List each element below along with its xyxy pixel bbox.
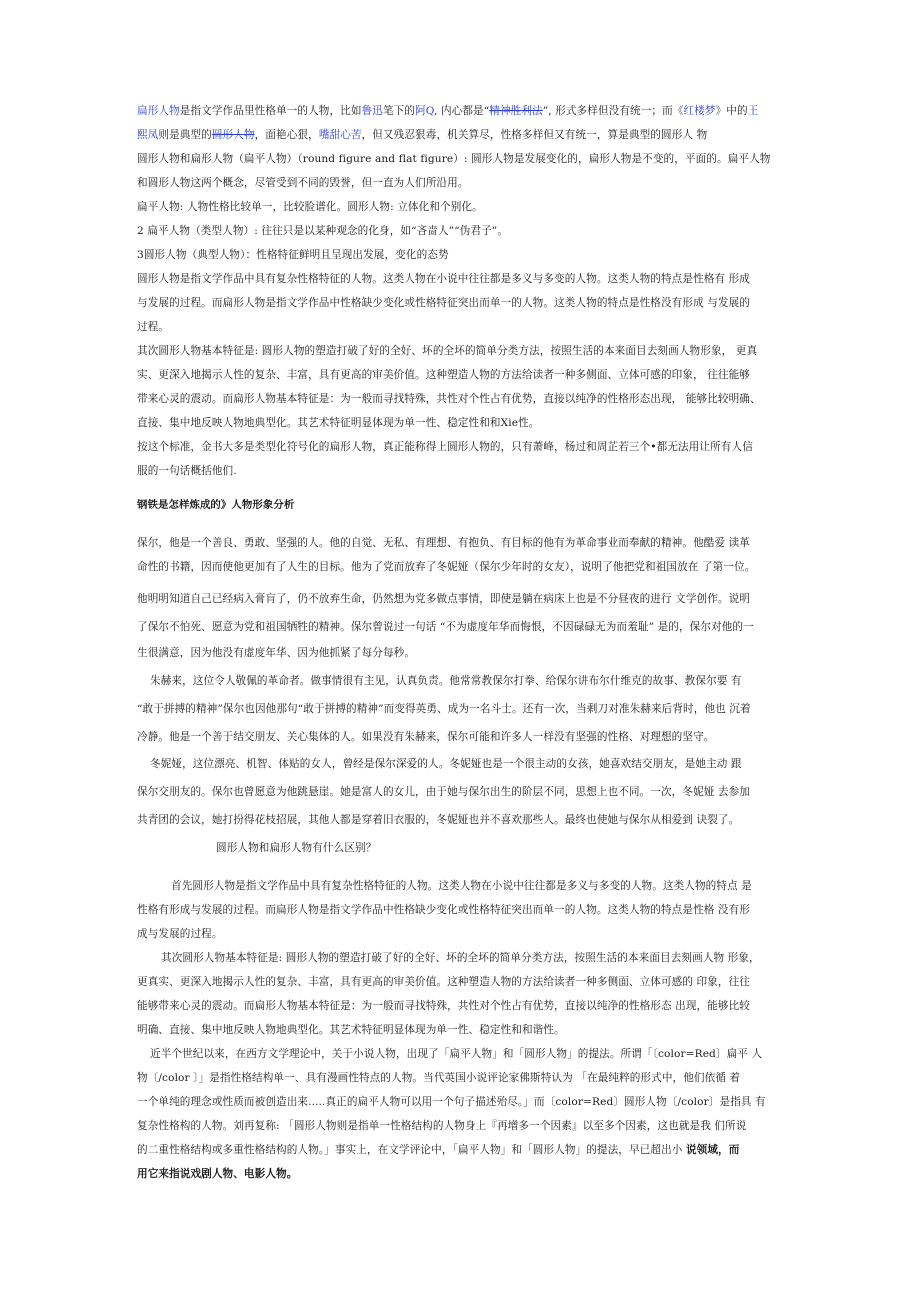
line-9: 与发展的过程。而扁形人物是指文学作品中性格缺少变化或性格特征突出而单一的人物。这类人物的特点是性格没有形成 与发展的 [137,297,751,309]
link-xifeng[interactable]: 熙凤 [137,129,159,141]
link-spiritual-victory[interactable]: 精神胜利法 [489,105,543,117]
diff-p3-line-2: 物〔/color 〕」是指性格结构单一、具有漫画性特点的人物。当代英国小说评论家佛斯特认为 「在最纯粹的形式中，他们依循 着 [137,1072,741,1084]
line-10: 过程。 [137,321,170,333]
line-3: 圆形人物和扁形人物（扁平人物）（round figure and flat figure）: 圆形人物是发展变化的，扁形人物是不变的，平面的。扁平人物 [137,153,771,165]
diff-p1-line-1: 首先圆形人物是指文学作品中具有复杂性格特征的人物。这类人物在小说中往往都是多义与多变的人物。这类人物的特点 是 [171,880,752,892]
pavel-line-4: 了保尔不怕死、愿意为党和祖国牺牲的精神。保尔曾说过一句话 “不为虚度年华而悔恨，不因碌碌无为而羞耻” 是的，保尔对他的一 [137,621,754,633]
line-6: 2 扁平人物（类型人物）: 往往只是以某种观念的化身，如“吝啬人”“伪君子”。 [137,225,509,237]
line-14: 直接、集中地反映人物地典型化。其艺术特征明显体现为单一性、稳定性和和Xie性。 [137,417,540,429]
diff-p1-line-2: 性格有形成与发展的过程。而扁形人物是指文学作品中性格缺少变化或性格特征突出而单一的人物。这类人物的特点是性格 没有形 [137,904,751,916]
zhukhrai-line-3: 冷静。他是一个善于结交朋友、关心集体的人。如果没有朱赫来，保尔可能和许多人一样没有坚强的性格、对理想的坚守。 [137,731,715,743]
link-flat-character[interactable]: 扁形人物 [137,105,180,117]
line-4: 和圆形人物这两个概念，尽管受到不同的毁誉，但一直为人们所沿用。 [137,177,469,189]
link-wang[interactable]: 王 [747,105,759,117]
line-12: 实、更深入地揭示人性的复杂、丰富，具有更高的审美价值。这种塑造人物的方法给读者一种多侧面、立体可感的印象， 往往能够 [137,369,751,381]
link-round-character[interactable]: 圆形人物 [211,129,255,141]
diff-p3-line-4: 复杂性格构的人物。刘再复称: 「圆形人物则是指单一性格结构的人物身上『再增多一个因素』以至多个因素，这也就是我 们所说 [137,1120,747,1132]
diff-p2-line-3: 能够带来心灵的震动。而扁形人物基本特征是：为一般而寻找特殊，共性对个性占有优势，直接以纯净的性格形态 出现，能够比较 [137,1000,751,1012]
tonya-line-1: 冬妮娅，这位漂亮、机智、体贴的女人，曾经是保尔深爱的人。冬妮娅也是一个很主动的女孩，她喜欢结交朋友，是她主动 跟 [150,758,742,770]
line-16: 服的一句话概括他们. [137,465,237,477]
tonya-line-3: 共青团的会议，她打扮得花枝招展，其他人都是穿着旧衣服的，冬妮娅也并不喜欢那些人。最终也使她与保尔从相爱到 诀裂了。 [137,814,740,826]
line-8: 圆形人物是指文学作品中具有复杂性格特征的人物。这类人物在小说中往往都是多义与多变的人物。这类人物的特点是性格有 形成 [137,273,751,285]
zhukhrai-line-2: “敢于拼搏的精神”保尔也因他那句“敢于拼搏的精神”而变得英勇、成为一名斗士。还有一次，当剩刀对准朱赫来后背时，他也 沉着 [137,703,751,715]
diff-p3-line-3: 一个单纯的理念或性质而被创造出来.....真正的扁平人物可以用一个句子描述殆尽。」而〔color=Red〕圆形人物〔/color〕是指具 有 [137,1096,766,1108]
diff-p2-line-1: 其次圆形人物基本特征是: 圆形人物的塑造打破了好的全好、坏的全坏的简单分类方法，按照生活的本来面目去刻画人物 形象， [161,952,760,964]
tonya-line-2: 保尔交朋友的。保尔也曾愿意为他跳悬崖。她是富人的女儿，由于她与保尔出生的阶层不同，思想上也不同。一次，冬妮娅 去参加 [137,786,751,798]
diff-p2-line-2: 更真实、更深入地揭示人性的复杂、丰富，具有更高的审美价值。这种塑造人物的方法给读者一种多侧面、立体可感的 印象，往往 [137,976,751,988]
diff-p1-line-3: 成与发展的过程。 [137,928,223,940]
bold-tail: 说领域，而 [685,1144,740,1156]
line-5: 扁平人物: 人物性格比较单一，比较脸谱化。圆形人物: 立体化和个别化。 [137,201,483,213]
pavel-line-5: 生很满意，因为他没有虚度年华、因为他抓紧了每分每秒。 [137,647,416,659]
line-11: 其次圆形人物基本特征是: 圆形人物的塑造打破了好的全好、坏的全坏的简单分类方法，按照生活的本来面目去刻画人物形象， 更真 [137,345,758,357]
pavel-line-3: 他明明知道自己已经病入膏肓了，仍不放弃生命，仍然想为党多做点事情，即使是躺在病床上也是不分昼夜的进行 文学创作。说明 [137,593,751,605]
diff-p3-line-5: 的二重性格结构或多重性格结构的人物。」事实上，在文学评论中，「扁平人物」和「圆形人物」的提法，早已超出小 说领域，而 [137,1144,740,1156]
line-13: 带来心灵的震动。而扁形人物基本特征是：为一般而寻找特殊，共性对个性占有优势，直接以纯净的性格形态出现， 能够比较明确、 [137,393,761,405]
line-1: 扁形人物是指文学作品里性格单一的人物，比如鲁迅笔下的阿Q, 内心都是“精神胜利法”, 形式多样但没有统一；而《红楼梦》中的王 [137,105,759,117]
line-2: 熙凤则是典型的圆形人物，面艳心狠，嘴甜心苦，但又残忍狠毒，机关算尽，性格多样但又有统一，算是典型的圆形人 物 [137,129,708,141]
line-15: 按这个标准，金书大多是类型化符号化的扁形人物，真正能称得上圆形人物的，只有萧峰，杨过和周芷若三个•都无法用让所有人信 [137,441,753,453]
section-heading: 钢铁是怎样炼成的》人物形象分析 [137,499,295,511]
line-7: 3圆形人物（典型人物）：性格特征鲜明且呈现出发展，变化的态势 [137,249,449,261]
diff-p3-line-6: 用它来指说戏剧人物、电影人物。 [137,1168,298,1180]
diff-p2-line-4: 明确、直接、集中地反映人物地典型化。其艺术特征明显体现为单一性、稳定性和和谐性。 [137,1024,565,1036]
zhukhrai-line-1: 朱赫来，这位令人敬佩的革命者。做事情很有主见，认真负责。他常常教保尔打拳、给保尔讲布尔什维克的故事、教保尔要 有 [150,675,742,687]
link-red-mansion[interactable]: 红楼梦 [683,105,716,117]
link-ah-q[interactable]: 阿Q [415,105,435,117]
pavel-line-2: 命性的书籍，因而使他更加有了人生的目标。他为了党而放弃了冬妮娅（保尔少年时的女友），说明了他把党和祖国放在 了第一位。 [137,561,756,573]
link-luxun[interactable]: 鲁迅 [361,105,383,117]
diff-p3-line-1: 近半个世纪以来，在西方文学理论中，关于小说人物，出现了「扁平人物」和「圆形人物」的提法。所谓「〔color=Red〕扁平 人 [150,1048,763,1060]
pavel-line-1: 保尔，他是一个善良、勇敢、坚强的人。他的自觉、无私、有理想、有抱负、有目标的他有为革命事业而奉献的精神。他酷爱 读革 [137,537,751,549]
link-sweet-mouth[interactable]: 嘴甜心苦 [318,129,362,141]
question-line: 圆形人物和扁形人物有什么区别？ [216,842,377,854]
